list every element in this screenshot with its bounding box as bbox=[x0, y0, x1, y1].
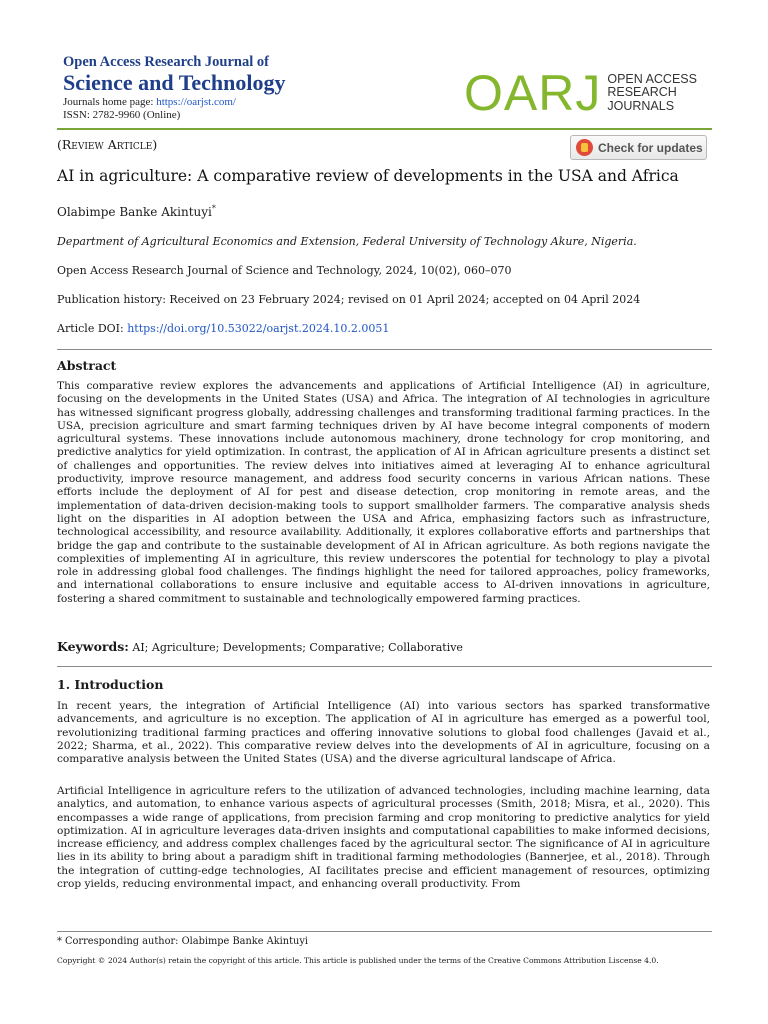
keywords-text: AI; Agriculture; Developments; Comparative; Collaborative bbox=[132, 641, 463, 654]
citation: Open Access Research Journal of Science and Technology, 2024, 10(02), 060–070 bbox=[57, 264, 512, 277]
abstract-heading: Abstract bbox=[57, 358, 117, 373]
corresponding-author-footnote: * Corresponding author: Olabimpe Banke Akintuyi bbox=[57, 936, 309, 947]
introduction-heading: 1. Introduction bbox=[57, 677, 164, 692]
publication-history: Publication history: Received on 23 February 2024; revised on 01 April 2024; accepted on 04 April 2024 bbox=[57, 293, 641, 306]
homepage-label: Journals home page: bbox=[63, 96, 157, 108]
check-for-updates-label: Check for updates bbox=[598, 140, 703, 155]
logo-sub-line3: JOURNALS bbox=[607, 98, 675, 113]
article-doi bbox=[57, 322, 389, 335]
intro-top-divider bbox=[57, 666, 712, 667]
journal-name-line1: Open Access Research Journal of bbox=[63, 54, 269, 70]
footnote-divider bbox=[57, 931, 712, 932]
logo-sub-line1: OPEN ACCESS bbox=[607, 71, 697, 86]
homepage-link[interactable]: https://oarjst.com/ bbox=[156, 96, 236, 108]
abstract-top-divider bbox=[57, 349, 712, 350]
issn: ISSN: 2782-9960 (Online) bbox=[63, 109, 181, 121]
author-mark: * bbox=[211, 204, 216, 213]
oarj-logo bbox=[464, 65, 697, 121]
doi-link[interactable]: https://doi.org/10.53022/oarjst.2024.10.2.0051 bbox=[127, 322, 390, 335]
logo-mark: OARJ bbox=[464, 65, 602, 121]
keywords bbox=[57, 639, 463, 654]
header-divider bbox=[57, 128, 712, 130]
check-for-updates-button[interactable] bbox=[570, 135, 707, 160]
journal-name-line2: Science and Technology bbox=[63, 70, 286, 95]
article-title: AI in agriculture: A comparative review of developments in the USA and Africa bbox=[57, 167, 679, 185]
abstract-text: This comparative review explores the advancements and applications of Artificial Intelligence (AI) in agriculture, focusing on the developments in the United States (USA) and Africa. The integration of AI technologies in agriculture has witnessed significant progress globally, addressing challenges and transforming traditional farming practices. In the USA, precision agriculture and smart farming techniques driven by AI have become integral components of modern agricultural systems. These innovations include autonomous machinery, drone technology for crop monitoring, and predictive analytics for yield optimization. In contrast, the application of AI in African agriculture presents a distinct set of challenges and opportunities. The review delves into initiatives aimed at leveraging AI to enhance agricultural productivity, improve resource management, and address food security concerns in various African nations. These efforts include the deployment of AI for pest and disease detection, crop monitoring in remote areas, and the implementation of data-driven decision-making tools to support smallholder farmers. The comparative analysis sheds light on the disparities in AI adoption between the USA and Africa, emphasizing factors such as infrastructure, technological accessibility, and resource availability. Additionally, it explores collaborative efforts and partnerships that bridge the gap and contribute to the sustainable development of AI in African agriculture. As both regions navigate the complexities of implementing AI in agriculture, this review underscores the potential for technology to play a pivotal role in addressing global food challenges. The findings highlight the need for tailored approaches, policy frameworks, and international collaborations to ensure inclusive and equitable access to AI-driven innovations in agriculture, fostering a shared commitment to sustainable and technologically empowered farming practices. bbox=[57, 380, 710, 605]
intro-paragraph-2: Artificial Intelligence in agriculture refers to the utilization of advanced technologies, including machine learning, data analytics, and automation, to enhance various aspects of agricultural processes (Smith, 2018; Misra, et al., 2020). This encompasses a wide range of applications, from precision farming and crop monitoring to predictive analytics for yield optimization. AI in agriculture leverages data-driven insights and computational capabilities to make informed decisions, increase efficiency, and address complex challenges faced by the agricultural sector. The significance of AI in agriculture lies in its ability to bring about a paradigm shift in traditional farming methodologies (Bannerjee, et al., 2018). Through the integration of cutting-edge technologies, AI facilitates precise and efficient management of resources, optimizing crop yields, reducing environmental impact, and enhancing overall productivity. From bbox=[57, 785, 710, 891]
author bbox=[57, 204, 216, 219]
article-type: (Review Article) bbox=[57, 137, 158, 152]
logo-subtitle bbox=[607, 73, 697, 114]
affiliation: Department of Agricultural Economics and Extension, Federal University of Technology Akure, Nigeria. bbox=[57, 235, 637, 248]
keywords-label: Keywords: bbox=[57, 639, 129, 654]
journal-homepage bbox=[63, 96, 285, 109]
logo-sub-line2: RESEARCH bbox=[607, 85, 677, 100]
crossmark-icon bbox=[576, 139, 593, 156]
journal-header bbox=[63, 54, 285, 122]
intro-paragraph-1: In recent years, the integration of Artificial Intelligence (AI) into various sectors has sparked transformative advancements, and agriculture is no exception. The application of AI in agriculture has emerged as a powerful tool, revolutionizing traditional farming practices and offering innovative solutions to global food challenges (Javaid et al., 2022; Sharma, et al., 2022). This comparative review delves into the developments of AI in agriculture, focusing on a comparative analysis between the United States (USA) and the diverse agricultural landscape of Africa. bbox=[57, 700, 710, 766]
copyright-notice: Copyright © 2024 Author(s) retain the copyright of this article. This article is published under the terms of the Creative Commons Attribution Liscense 4.0. bbox=[57, 956, 659, 965]
doi-label: Article DOI: bbox=[57, 322, 128, 335]
author-name: Olabimpe Banke Akintuyi bbox=[57, 205, 212, 219]
